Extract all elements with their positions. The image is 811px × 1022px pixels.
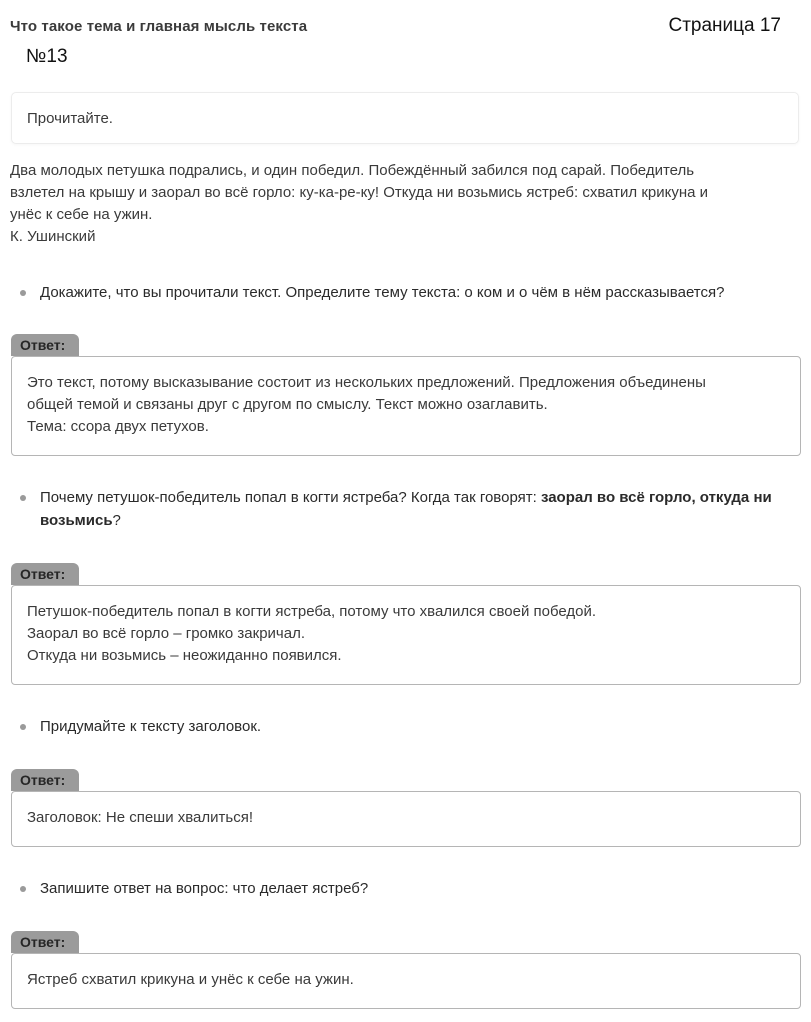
- bullet-icon: [20, 724, 26, 730]
- story-line: унёс к себе на ужин.: [10, 206, 153, 223]
- answer-line: Откуда ни возьмись – неожиданно появился.: [27, 647, 342, 664]
- answer-label: Ответ:: [11, 563, 79, 585]
- task-number: №13: [26, 46, 68, 67]
- question-text-part: ?: [112, 512, 121, 529]
- answer-line: общей темой и связаны друг с другом по смыслу. Текст можно озаглавить.: [27, 396, 548, 413]
- question-text: Докажите, что вы прочитали текст. Определите тему текста: о ком и о чём в нём рассказывается?: [40, 284, 725, 301]
- answer-label: Ответ:: [11, 931, 79, 953]
- bullet-icon: [20, 290, 26, 296]
- question-text-part: Почему петушок-победитель попал в когти ястреба? Когда так говорят:: [40, 489, 541, 506]
- bullet-icon: [20, 495, 26, 501]
- story-line: Два молодых петушка подрались, и один победил. Побеждённый забился под сарай. Победитель: [10, 162, 695, 179]
- answer-box: [11, 356, 801, 456]
- page-number: Страница 17: [668, 15, 781, 36]
- story-author: К. Ушинский: [10, 228, 96, 245]
- question-item: [20, 877, 790, 900]
- answer-box: [11, 791, 801, 847]
- answer-box: [11, 585, 801, 685]
- answer-line: Тема: ссора двух петухов.: [27, 418, 209, 435]
- question-quote: заорал во всё горло, откуда ни возьмись: [40, 489, 772, 529]
- instruction-box: [11, 92, 799, 144]
- answer-line: Заорал во всё горло – громко закричал.: [27, 625, 306, 642]
- question-text: Запишите ответ на вопрос: что делает ястреб?: [40, 880, 369, 897]
- answer-line: Заголовок: Не спеши хвалиться!: [27, 809, 253, 826]
- answer-line: Петушок-победитель попал в когти ястреба, потому что хвалился своей победой.: [27, 603, 597, 620]
- question-item: [20, 486, 790, 532]
- instruction-text: Прочитайте.: [27, 110, 113, 127]
- question-item: [20, 715, 790, 738]
- bullet-icon: [20, 886, 26, 892]
- answer-line: Это текст, потому высказывание состоит из нескольких предложений. Предложения объединены: [27, 374, 706, 391]
- answer-line: Ястреб схватил крикуна и унёс к себе на ужин.: [27, 971, 354, 988]
- question-text: [40, 486, 790, 532]
- answer-label: Ответ:: [11, 769, 79, 791]
- question-text: Придумайте к тексту заголовок.: [40, 718, 262, 735]
- answer-label: Ответ:: [11, 334, 79, 356]
- story-text: [10, 160, 800, 248]
- page-title: Что такое тема и главная мысль текста: [10, 18, 308, 35]
- question-item: [20, 281, 790, 304]
- answer-box: [11, 953, 801, 1009]
- story-line: взлетел на крышу и заорал во всё горло: ку-ка-ре-ку! Откуда ни возьмись ястреб: схватил крикуна и: [10, 184, 709, 201]
